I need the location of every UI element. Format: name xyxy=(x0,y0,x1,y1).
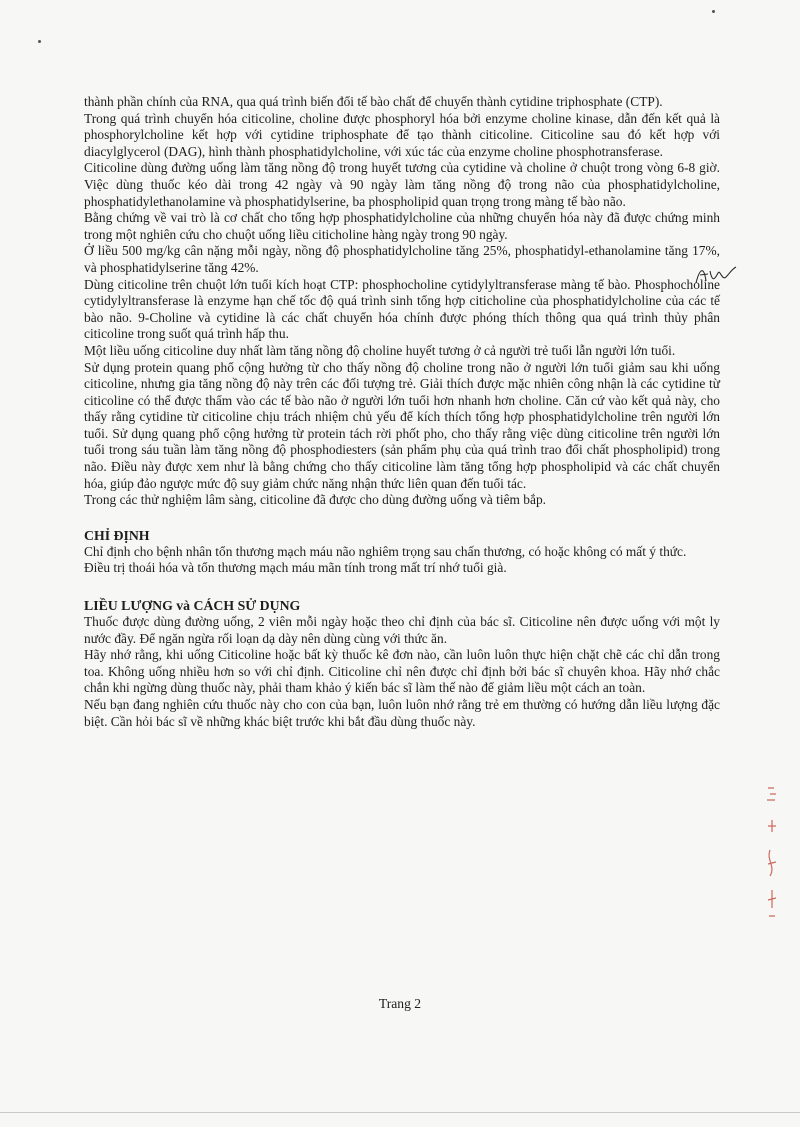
paragraph: Trong các thử nghiệm lâm sàng, citicoline đã được cho dùng đường uống và tiêm bắp. xyxy=(84,492,546,508)
paragraph: Chỉ định cho bệnh nhân tổn thương mạch máu não nghiêm trọng sau chấn thương, có hoặc không có mất ý thức. xyxy=(84,543,687,559)
paragraph: Citicoline dùng đường uống làm tăng nồng độ trong huyết tương của cytidine và choline ở chuột trong vòng 6-8 giờ. Việc dùng thuốc kéo dài trong 42 ngày và 90 ngày làm tăng nồng độ trong não của phosphatidylcholine, phosphatidylethanolamine và phosphatidylserine, ba phospholipid quan trọng trong màng tế bào não. xyxy=(84,160,720,209)
paragraph: Một liều uống citicoline duy nhất làm tăng nồng độ choline huyết tương ở cả người trẻ tuổi lẫn người lớn tuổi. xyxy=(84,342,676,358)
paragraph: Điều trị thoái hóa và tổn thương mạch máu mãn tính trong mất trí nhớ tuổi già. xyxy=(84,560,507,576)
section-heading-indications: CHỈ ĐỊNH xyxy=(84,527,150,543)
scan-speck xyxy=(38,40,41,43)
scan-speck xyxy=(712,10,715,13)
paragraph: Dùng citicoline trên chuột lớn tuổi kích hoạt CTP: phosphocholine cytidylyltransferase màng tế bào. Phosphocholine cytidylyltransferase là enzyme hạn chế tốc độ quá trình sinh tổng hợp citicholine của phosphatidylcholine của các tế bào não. 9-Choline và cytidine là các chất chuyển hóa chính được phóng thích thông qua quá trình thủy phân citicoline trong suốt quá trình hấp thu. xyxy=(84,276,720,342)
paragraph: Thuốc được dùng đường uống, 2 viên mỗi ngày hoặc theo chỉ định của bác sĩ. Citicoline nên được uống với một ly nước đầy. Để ngăn ngừa rối loạn dạ dày nên dùng cùng với thức ăn. xyxy=(84,614,720,646)
paragraph: Ở liều 500 mg/kg cân nặng mỗi ngày, nồng độ phosphatidylcholine tăng 25%, phosphatidyl-ethanolamine tăng 17%, và phosphatidylserine tăng 42%. xyxy=(84,243,720,275)
paragraph: Bằng chứng về vai trò là cơ chất cho tổng hợp phosphatidylcholine của những chuyển hóa này đã được chứng minh trong một nghiên cứu cho chuột uống liều citicholine hàng ngày trong 90 ngày. xyxy=(84,210,720,242)
page-number: Trang 2 xyxy=(378,996,422,1011)
paragraph: Nếu bạn đang nghiên cứu thuốc này cho con của bạn, luôn luôn nhớ rằng trẻ em thường có hướng dẫn liều lượng đặc biệt. Cần hỏi bác sĩ về những khác biệt trước khi bắt đầu dùng thuốc này. xyxy=(84,697,720,729)
paragraph: Hãy nhớ rằng, khi uống Citicoline hoặc bất kỳ thuốc kê đơn nào, cần luôn luôn thực hiện chặt chẽ các chỉ dẫn trong toa. Không uống nhiều hơn so với chỉ định. Citicoline chỉ nên được chỉ định bởi bác sĩ chuyên khoa. Hãy nhớ chắc chắn khi ngừng dùng thuốc này, phải tham khảo ý kiến bác sĩ làm thế nào để giảm liều một cách an toàn. xyxy=(84,647,720,696)
section-heading-dosage: LIỀU LƯỢNG và CÁCH SỬ DỤNG xyxy=(84,598,301,614)
scan-edge-line xyxy=(0,1112,800,1113)
red-margin-stamp xyxy=(756,780,786,930)
paragraph: Sử dụng protein quang phổ cộng hưởng từ cho thấy nồng độ choline trong não ở người lớn tuổi giảm sau khi uống citicoline, nhưng gia tăng nồng độ này trên các đối tượng trẻ. Giải thích được mặc nhiên công nhận là các cytidine từ citicoline có thể được thẩm vào các tế bào não ở người lớn tuổi hơn nhanh hơn choline. Căn cứ vào kết quả này, cho thấy rằng cytidine từ citicoline chịu trách nhiệm chủ yếu để kích thích tổng hợp phosphatidylcholine trên người lớn tuổi. Sử dụng quang phổ cộng hưởng từ protein tách rời phốt pho, cho thấy rằng việc dùng citicoline trên người lớn tuổi trong sáu tuần làm tăng nồng độ phosphodiesters (sản phẩm phụ của quá trình trao đổi chất phospholipid) trong não. Điều này được xem như là bằng chứng cho thấy citicoline làm tăng tổng hợp phospholipid và các chất chuyển hóa, giúp đảo ngược mức độ suy giảm chức năng nhận thức liên quan đến tuổi tác. xyxy=(84,359,720,491)
paragraph: Trong quá trình chuyển hóa citicoline, choline được phosphoryl hóa bởi enzyme choline kinase, dẫn đến kết quả là phosphorylcholine kết hợp với cytidine triphosphate để tạo thành citicoline. Citicoline sau đó kết hợp với diacylglycerol (DAG), hình thành phosphatidylcholine, với xúc tác của enzyme choline phosphotransferase. xyxy=(84,110,720,159)
document-body xyxy=(84,94,720,730)
handwritten-initials xyxy=(692,263,740,287)
paragraph: thành phần chính của RNA, qua quá trình biến đổi tế bào chất để chuyển thành cytidine triphosphate (CTP). xyxy=(84,94,663,109)
